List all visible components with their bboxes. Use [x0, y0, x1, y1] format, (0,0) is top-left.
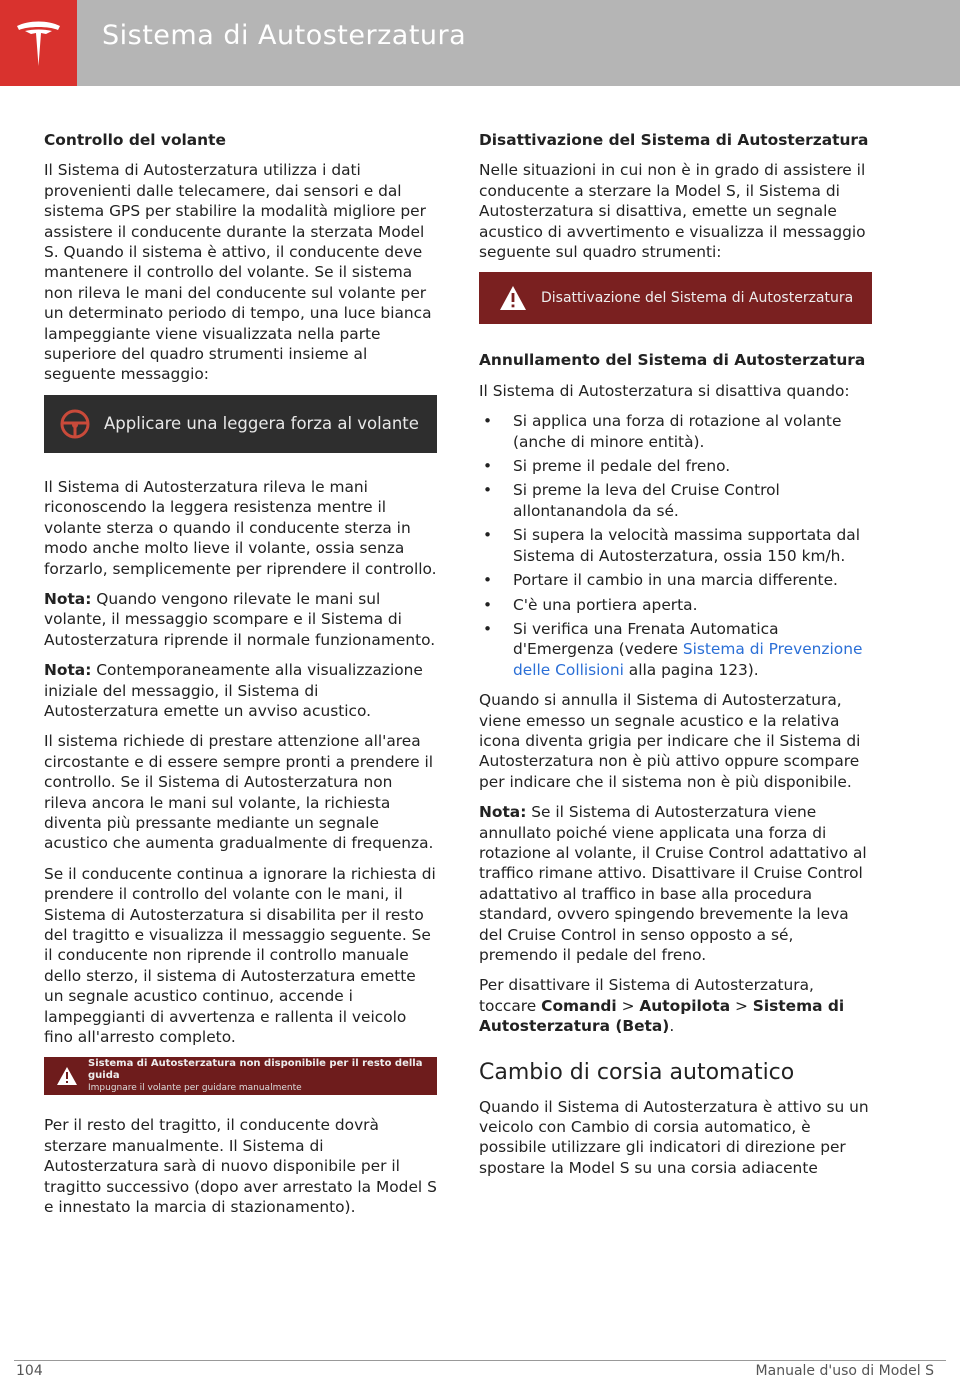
cancellation-conditions-list [479, 411, 872, 680]
right-column [479, 130, 872, 1188]
message-line-1: Sistema di Autosterzatura non disponibile per il resto della guida [88, 1058, 423, 1082]
note [44, 589, 437, 650]
paragraph-text: Per disattivare il Sistema di Autosterzatura, toccare [479, 976, 814, 1015]
brand-logo [0, 0, 77, 86]
menu-path-controls: Comandi [541, 996, 617, 1015]
paragraph: Quando si annulla il Sistema di Autosterzatura, viene emesso un segnale acustico e la relativa icona diventa grigia per indicare che il Sistema di Autosterzatura non è più attivo oppure scompare per indicare che il sistema non è più disponibile. [479, 691, 861, 791]
page-header [0, 0, 960, 86]
message-text: Disattivazione del Sistema di Autosterzatura [541, 290, 854, 307]
left-column [44, 130, 437, 1227]
message-text [88, 1058, 437, 1094]
note-text: Quando vengono rilevate le mani sul volante, il messaggio scompare e il Sistema di Autosterzatura riprende il normale funzionamento. [44, 589, 436, 649]
list-item [479, 619, 872, 680]
paragraph: Nelle situazioni in cui non è in grado di assistere il conducente a sterzare la Model S, il Sistema di Autosterzatura si disattiva, emette un segnale acustico di avvertimento e visualizza il messaggio seguente sul quadro strumenti: [479, 161, 866, 262]
section-heading-deactivation: Disattivazione del Sistema di Autosterzatura [479, 131, 869, 149]
page-title: Sistema di Autosterzatura [102, 20, 467, 51]
paragraph: Per il resto del tragitto, il conducente dovrà sterzare manualmente. Il Sistema di Autosterzatura sarà di nuovo disponibile per il tragitto successivo (dopo aver arrestato la Model S e innestato la marcia di stazionamento). [44, 1116, 437, 1217]
list-item-text: alla pagina 123). [623, 660, 759, 679]
paragraph [479, 975, 872, 1036]
paragraph: Il sistema richiede di prestare attenzione all'area circostante e di essere sempre pronti a prendere il controllo. Se il Sistema di Autosterzatura non rileva ancora le mani sul volante, la richiesta diventa più pressante mediante un segnale acustico che aumenta gradualmente di frequenza. [44, 732, 434, 853]
section-heading-cancellation: Annullamento del Sistema di Autosterzatura [479, 351, 866, 370]
paragraph: Il Sistema di Autosterzatura si disattiva quando: [479, 381, 850, 400]
collision-avoidance-link[interactable]: Sistema di Prevenzione delle Collisioni [513, 640, 863, 679]
note [479, 802, 872, 965]
note-label: Nota: [44, 661, 92, 680]
footer-divider [14, 1360, 946, 1361]
warning-icon [56, 1066, 78, 1086]
paragraph: Se il conducente continua a ignorare la richiesta di prendere il controllo del volante con le mani, il Sistema di Autosterzatura si disabilita per il resto del tragitto e visualizza il messaggio seguente. Se il conducente non riprende il controllo manuale dello sterzo, il sistema di Autosterzatura emette un segnale acustico continuo, accende i lampeggianti di avvertenza e rallenta il veicolo fino all'arresto completo. [44, 864, 436, 1047]
list-item: • Si supera la velocità massima supportata dal Sistema di Autosterzatura, ossia 150 km/h. [479, 525, 872, 566]
menu-path-separator: > [730, 996, 753, 1015]
steering-wheel-icon [58, 407, 92, 441]
paragraph: Quando il Sistema di Autosterzatura è attivo su un veicolo con Cambio di corsia automatico, è possibile utilizzare gli indicatori di direzione per spostare la Model S su una corsia adiacente [479, 1097, 869, 1177]
message-line-2: Impugnare il volante per guidare manualmente [88, 1083, 302, 1094]
message-text: Applicare una leggera forza al volante [104, 413, 419, 433]
autosteer-deactivation-message [479, 272, 872, 324]
list-item: • Si preme il pedale del freno. [479, 456, 872, 476]
paragraph: Il Sistema di Autosterzatura utilizza i dati provenienti dalle telecamere, dai sensori e dal sistema GPS per stabilire la modalità migliore per assistere il conducente durante la sterzata Model S. Quando il sistema è attivo, il conducente deve mantenere il controllo del volante. Se il sistema non rileva le mani del conducente sul volante per un determinato periodo di tempo, una luce bianca lampeggiante viene visualizzata nella parte superiore del quadro strumenti insieme al seguente messaggio: [44, 161, 432, 384]
menu-path-separator: > [616, 996, 640, 1015]
list-item-text: Si verifica una Frenata Automatica d'Emergenza (vedere [513, 619, 779, 659]
list-item: • Portare il cambio in una marcia differente. [479, 570, 872, 590]
autosteer-unavailable-message [44, 1057, 437, 1095]
note-text: Contemporaneamente alla visualizzazione iniziale del messaggio, il Sistema di Autosterzatura emette un avviso acustico. [44, 661, 423, 720]
list-item: • C'è una portiera aperta. [479, 595, 872, 615]
paragraph-text: . [669, 1017, 675, 1036]
note-label: Nota: [479, 803, 527, 822]
note [44, 660, 437, 721]
tesla-logo-icon [13, 18, 64, 69]
page-number: 104 [16, 1363, 43, 1379]
section-heading-steering-control: Controllo del volante [44, 131, 226, 149]
section-heading-auto-lane-change: Cambio di corsia automatico [479, 1059, 795, 1085]
warning-icon [499, 285, 527, 311]
note-text: Se il Sistema di Autosterzatura viene annullato poiché viene applicata una forza di rotazione al volante, il Cruise Control adattativo al traffico rimane attivo. Disattivare il Cruise Control adattativo al traffico in base alla procedura standard, ovvero spingendo brevemente la leva del Cruise Control in senso opposto a sé, premendo il pedale del freno. [479, 803, 867, 964]
menu-path-autosteer: Sistema di Autosterzatura (Beta) [479, 996, 845, 1036]
menu-path-autopilot: Autopilota [639, 996, 731, 1015]
note-label: Nota: [44, 589, 92, 608]
list-item: • Si preme la leva del Cruise Control allontanandola da sé. [479, 480, 872, 521]
paragraph: Il Sistema di Autosterzatura rileva le mani riconoscendo la leggera resistenza mentre il volante sterza o quando il conducente sterza in modo anche molto lieve il volante, ossia senza forzarlo, semplicemente per riprendere il controllo. [44, 477, 437, 578]
list-item: • Si applica una forza di rotazione al volante (anche di minore entità). [479, 411, 872, 452]
manual-name: Manuale d'uso di Model S [755, 1363, 934, 1379]
hands-on-wheel-message [44, 395, 437, 453]
